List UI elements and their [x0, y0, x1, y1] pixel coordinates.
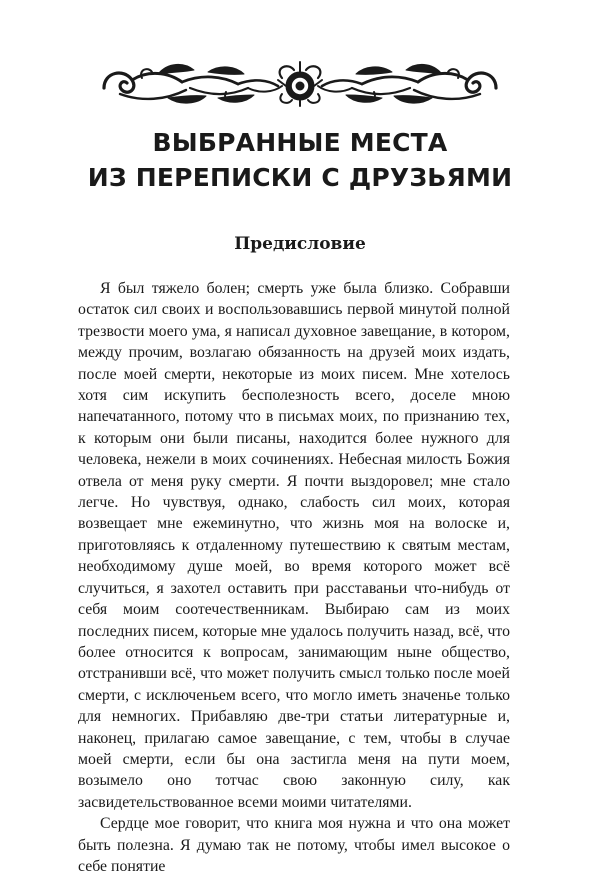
body-text [78, 278, 510, 877]
book-title-line-1: ВЫБРАННЫЕ МЕСТА [152, 128, 448, 157]
section-heading: Предисловие [234, 234, 366, 254]
book-title-line-2: ИЗ ПЕРЕПИСКИ С ДРУЗЬЯМИ [87, 163, 513, 192]
paragraph-1: Я был тяжело болен; смерть уже была близко. Собравши остаток сил своих и воспользовавшись первой минутой полной трезвости моего ума, я написал духовное завещание, в котором, между прочим, возлагаю обязанность на друзей моих издать, после моей смерти, некоторые из моих писем. Мне хотелось хотя сим искупить бесполезность всего, доселе мною напечатанного, потому что в письмах моих, по признанию тех, к которым они были писаны, находится более нужного для человека, нежели в моих сочинениях. Небесная милость Божия отвела от меня руку смерти. Я почти выздоровел; мне стало легче. Но чувствуя, однако, слабость сил моих, которая возвещает мне ежеминутно, что жизнь моя на волоске и, приготовляясь к отдаленному путешествию к святым местам, необходимому душе моей, во время которого может всё случиться, я захотел оставить при расставаньи что-нибудь от себя моим соотечественникам. Выбираю сам из моих последних писем, которые мне удалось получить назад, всё, что более относится к вопросам, занимающим ныне общество, отстранивши всё, что может получить смысл только после моей смерти, с исключеньем всего, что могло иметь значенье только для немногих. Прибавляю две-три статьи литературные и, наконец, прилагаю самое завещание, с тем, чтобы в случае моей смерти, если бы она застигла меня на пути моем, возымело оно тотчас свою законную силу, как засвидетельствованное всеми моими читателями. [78, 280, 510, 811]
paragraph-2: Сердце мое говорит, что книга моя нужна и что она может быть полезна. Я думаю так не потому, чтобы имел высокое о себе понятие [78, 815, 510, 875]
floral-ornament-headpiece [98, 58, 502, 108]
